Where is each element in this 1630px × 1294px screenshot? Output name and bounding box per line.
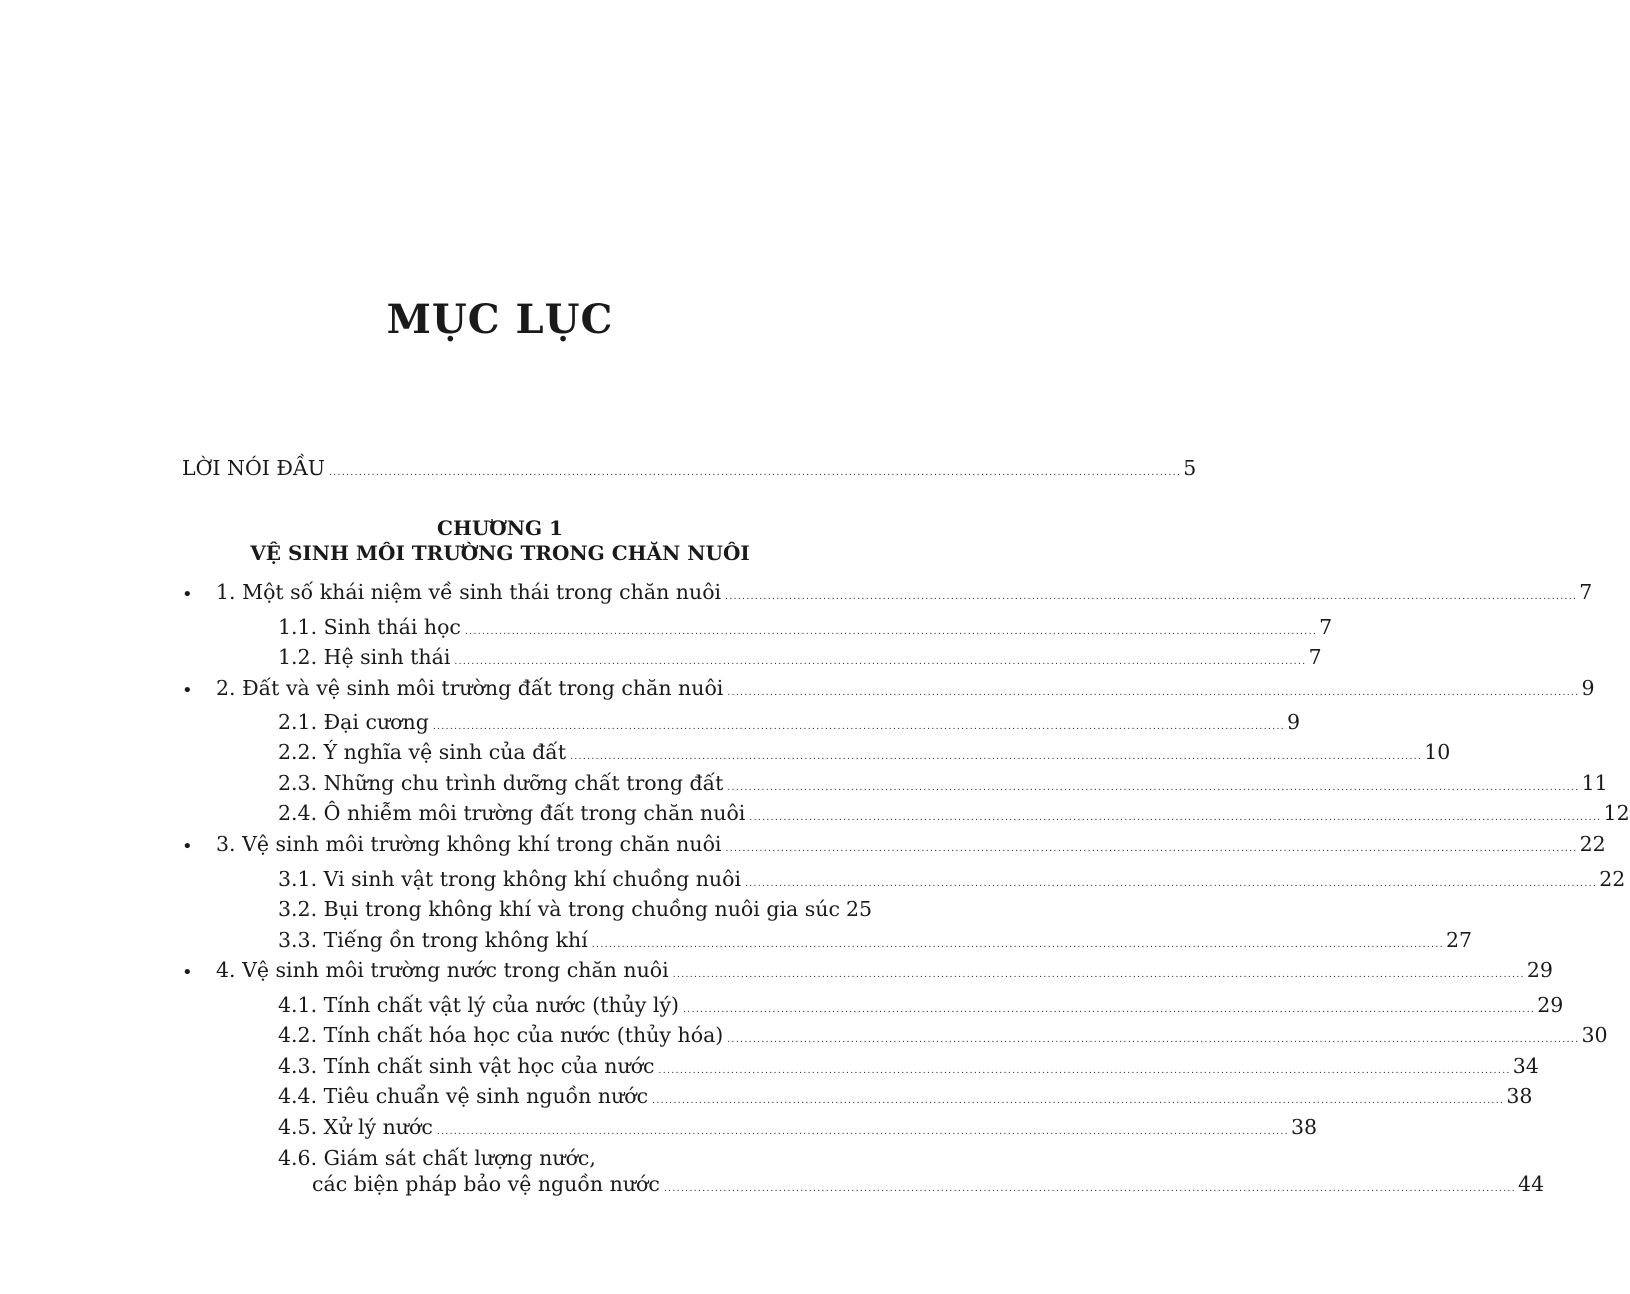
toc-entry-text: LỜI NÓI ĐẦU <box>182 456 326 480</box>
toc-entry-preface[interactable] <box>182 456 1197 482</box>
dot-leader: ........................................................................................................................................................................................................ <box>658 1066 1511 1076</box>
toc-entry-text: 2. Đất và vệ sinh môi trường đất trong chăn nuôi <box>216 676 724 700</box>
toc-entry-text: 4.5. Xử lý nước <box>278 1115 433 1139</box>
toc-entry-page: 29 <box>1537 993 1564 1017</box>
toc-entry-text: 3.3. Tiếng ồn trong không khí <box>278 928 588 952</box>
toc-entry-page: 30 <box>1581 1023 1608 1047</box>
toc-entry-subsection[interactable] <box>278 771 1608 797</box>
toc-entry-section[interactable] <box>216 958 1553 984</box>
dot-leader: ........................................................................................................................................................................................................ <box>725 592 1578 602</box>
toc-entry-subsection[interactable] <box>278 801 1630 827</box>
toc-entry-page: 38 <box>1506 1084 1533 1108</box>
toc-entry-page: 11 <box>1581 771 1608 795</box>
toc-entry-text: 4.4. Tiêu chuẩn vệ sinh nguồn nước <box>278 1084 649 1108</box>
toc-entry-text: 2.4. Ô nhiễm môi trường đất trong chăn nuôi <box>278 801 746 825</box>
toc-entry-page: 7 <box>1319 615 1333 639</box>
toc-entry-subsection[interactable] <box>278 867 1626 893</box>
toc-entry-subsection[interactable] <box>278 710 1301 736</box>
dot-leader: ........................................................................................................................................................................................................ <box>749 813 1602 823</box>
toc-entry-page: 5 <box>1183 456 1197 480</box>
bullet-icon: • <box>182 836 193 857</box>
toc-entry-subsection[interactable] <box>278 1054 1539 1080</box>
chapter-title: VỆ SINH MÔI TRƯỜNG TRONG CHĂN NUÔI <box>250 541 750 565</box>
toc-entry-page: 44 <box>1518 1171 1545 1196</box>
toc-entry-text: 1.2. Hệ sinh thái <box>278 645 451 669</box>
toc-entry-subsection[interactable] <box>278 928 1473 954</box>
toc-entry-text: 2.2. Ý nghĩa vệ sinh của đất <box>278 740 567 764</box>
toc-entry-page: 22 <box>1599 867 1626 891</box>
toc-entry-page: 22 <box>1579 832 1606 856</box>
toc-entry-page: 34 <box>1512 1054 1539 1078</box>
bullet-icon: • <box>182 584 193 605</box>
toc-entry-text: 1.1. Sinh thái học <box>278 615 461 639</box>
toc-entry-subsection[interactable] <box>278 740 1451 766</box>
dot-leader: ........................................................................................................................................................................................................ <box>745 879 1598 889</box>
toc-entry-page: 27 <box>1445 928 1473 952</box>
dot-leader: ........................................................................................................................................................................................................ <box>432 722 1285 732</box>
toc-entry-text: 3. Vệ sinh môi trường không khí trong chăn nuôi <box>216 832 722 856</box>
toc-entry-subsection[interactable] <box>278 1115 1318 1141</box>
dot-leader: ........................................................................................................................................................................................................ <box>329 468 1182 478</box>
dot-leader: ........................................................................................................................................................................................................ <box>454 657 1307 667</box>
dot-leader: ........................................................................................................................................................................................................ <box>727 688 1580 698</box>
chapter-number: CHƯƠNG 1 <box>437 516 563 540</box>
toc-entry-page: 9 <box>1287 710 1301 734</box>
bullet-icon: • <box>182 962 193 983</box>
toc-entry-text: 4. Vệ sinh môi trường nước trong chăn nuôi <box>216 958 669 982</box>
toc-entry-page: 29 <box>1526 958 1553 982</box>
toc-entry-page: 7 <box>1579 580 1593 604</box>
toc-entry-subsection[interactable] <box>278 1084 1533 1110</box>
toc-entry-text: 4.3. Tính chất sinh vật học của nước <box>278 1054 655 1078</box>
dot-leader: ........................................................................................................................................................................................................ <box>727 783 1580 793</box>
dot-leader: ........................................................................................................................................................................................................ <box>663 1183 1517 1194</box>
dot-leader: ........................................................................................................................................................................................................ <box>591 940 1444 950</box>
toc-entry-section[interactable] <box>216 580 1593 606</box>
toc-entry-subsection[interactable] <box>278 1023 1608 1049</box>
toc-entry-subsection[interactable] <box>278 645 1322 671</box>
toc-entry-subsection[interactable] <box>278 897 873 923</box>
toc-entry-page: 9 <box>1581 676 1595 700</box>
toc-entry-section[interactable] <box>216 832 1606 858</box>
toc-entry-page: 12 <box>1603 801 1630 825</box>
dot-leader: ........................................................................................................................................................................................................ <box>436 1127 1290 1137</box>
toc-entry-subsection[interactable] <box>278 993 1564 1019</box>
dot-leader: ........................................................................................................................................................................................................ <box>725 844 1578 854</box>
toc-entry-text-line1: 4.6. Giám sát chất lượng nước, <box>278 1146 596 1170</box>
dot-leader: ........................................................................................................................................................................................................ <box>464 627 1318 637</box>
page-title: MỤC LỤC <box>386 296 614 343</box>
dot-leader: ........................................................................................................................................................................................................ <box>672 970 1525 980</box>
dot-leader: ........................................................................................................................................................................................................ <box>652 1096 1505 1106</box>
toc-entry-text: 3.2. Bụi trong không khí và trong chuồng nuôi gia súc <box>278 897 840 921</box>
toc-entry-text-line2: các biện pháp bảo vệ nguồn nước <box>312 1171 660 1196</box>
toc-entry-text: 4.1. Tính chất vật lý của nước (thủy lý) <box>278 993 680 1017</box>
toc-entry-text: 2.1. Đại cương <box>278 710 429 734</box>
bullet-icon: • <box>182 680 193 701</box>
toc-entry-text: 4.2. Tính chất hóa học của nước (thủy hóa) <box>278 1023 724 1047</box>
toc-entry-page: 10 <box>1424 740 1451 764</box>
toc-entry-page: 7 <box>1308 645 1322 669</box>
toc-entry-text: 1. Một số khái niệm về sinh thái trong chăn nuôi <box>216 580 722 604</box>
toc-entry-section[interactable] <box>216 676 1595 702</box>
toc-entry-page: 25 <box>845 897 873 921</box>
toc-entry-text: 3.1. Vi sinh vật trong không khí chuồng nuôi <box>278 867 742 891</box>
toc-entry-subsection[interactable] <box>278 615 1333 641</box>
toc-entry-text: 2.3. Những chu trình dưỡng chất trong đất <box>278 771 724 795</box>
dot-leader: ........................................................................................................................................................................................................ <box>570 752 1423 762</box>
dot-leader: ........................................................................................................................................................................................................ <box>683 1005 1536 1015</box>
toc-entry-subsection-multiline[interactable] <box>278 1146 1545 1197</box>
toc-entry-page: 38 <box>1291 1115 1318 1139</box>
dot-leader: ........................................................................................................................................................................................................ <box>727 1035 1580 1045</box>
